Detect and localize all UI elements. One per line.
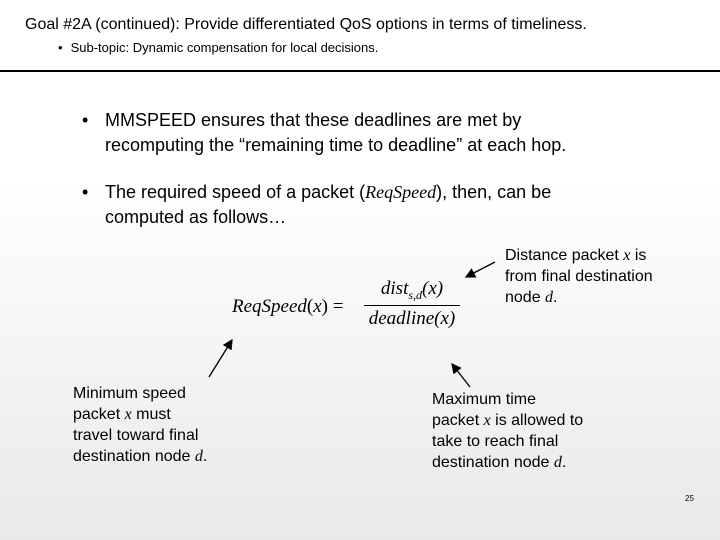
bullet-text-part: The required speed of a packet ( [105,182,366,202]
var-x: x [124,406,132,423]
arrow-min-speed [209,340,232,377]
formula-subscript: s,d [408,287,423,302]
formula-paren: ( [306,296,314,317]
annotation-text: Distance packet [505,247,624,264]
annotation-line [73,446,207,467]
subtopic-bullet: • [58,40,63,55]
var-x: x [483,412,491,429]
bullet-line: recomputing the “remaining time to deadline” at each hop. [105,135,567,155]
bullet-mark: • [82,110,89,130]
annotation-text: destination node [73,448,195,465]
formula-lhs-var: x [313,296,322,317]
formula-numerator-arg: (x) [422,278,444,299]
annotation-text: . [561,454,567,471]
annotation-line: Maximum time [432,391,537,408]
annotation-text: packet [432,412,484,429]
formula-dist: dist [380,278,409,299]
annotation-line: Minimum speed [73,385,186,402]
subtopic-text: Sub-topic: Dynamic compensation for local decisions. [70,40,379,55]
var-d: d [545,289,554,306]
var-x: x [623,247,631,264]
annotation-line [73,404,207,425]
annotation-text: packet [73,406,125,423]
annotation-line [432,452,583,473]
annotation-max-time [432,389,583,473]
formula-paren: ) [321,296,328,317]
page-number: 25 [685,494,694,503]
annotation-line: travel toward final [73,427,199,444]
annotation-line [432,410,583,431]
formula-equals: = [332,296,344,317]
bullet-line: computed as follows… [105,207,287,227]
bullet-text-part: ), then, can be [436,182,552,202]
bullet-line: MMSPEED ensures that these deadlines are met by [105,110,522,130]
annotation-line: from final destination [505,268,653,285]
var-d: d [194,448,203,465]
annotation-text: is allowed to [490,412,584,429]
bullet-mark: • [82,182,89,202]
annotation-text: . [553,289,558,306]
arrow-distance [466,262,495,277]
annotation-line [505,245,653,266]
annotation-line [505,287,653,308]
arrow-max-time [452,364,470,387]
annotation-distance [505,245,653,308]
var-d: d [553,454,562,471]
annotation-text: . [202,448,208,465]
annotation-text: node [505,289,546,306]
annotation-text: destination node [432,454,554,471]
reqspeed-term: ReqSpeed [365,182,437,202]
annotation-text: is [630,247,647,264]
formula-denominator: deadline(x) [368,307,456,329]
formula-lhs-name: ReqSpeed [232,296,307,317]
annotation-text: must [131,406,171,423]
annotation-line: take to reach final [432,433,559,450]
slide-title: Goal #2A (continued): Provide differentiated QoS options in terms of timeliness. [25,16,587,33]
annotation-min-speed [73,383,207,467]
